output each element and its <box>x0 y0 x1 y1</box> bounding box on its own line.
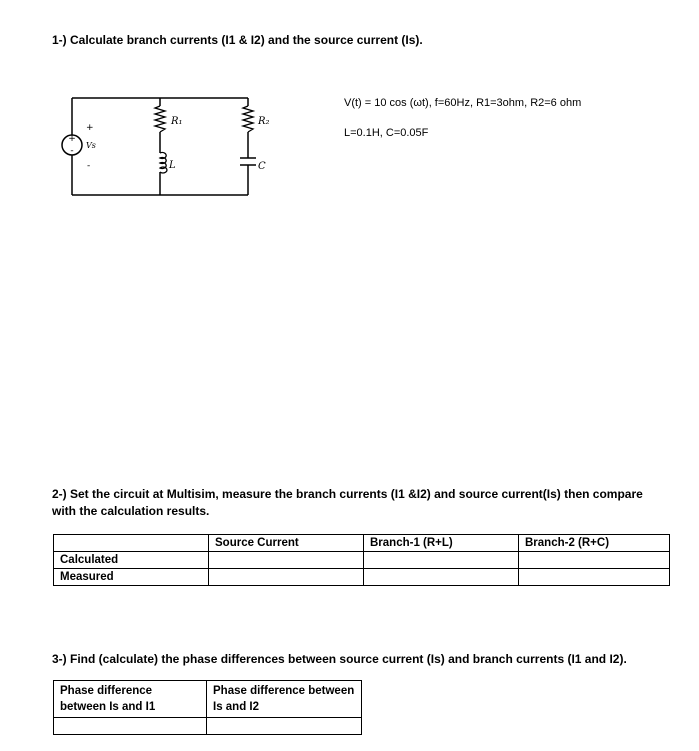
header-source-current: Source Current <box>209 535 364 552</box>
phase-table-header-row <box>54 681 362 718</box>
c-label: C <box>258 161 266 172</box>
circuit-diagram <box>56 88 286 208</box>
table-row <box>54 569 670 586</box>
resistor-r2-icon <box>243 106 253 132</box>
parameters-line-1: V(t) = 10 cos (ωt), f=60Hz, R1=3ohm, R2=6 ohm <box>344 97 582 109</box>
plus-sign: + <box>86 123 94 133</box>
cell-phase-is-i2[interactable] <box>207 718 362 735</box>
source-plus-inner: + <box>68 134 76 144</box>
resistor-r1-icon <box>155 106 165 132</box>
cell-calculated-source[interactable] <box>209 552 364 569</box>
r1-label: R₁ <box>171 116 183 127</box>
header-phase-is-i1: Phase difference between Is and I1 <box>54 681 207 718</box>
source-minus-inner: - <box>70 146 74 156</box>
cell-phase-is-i1[interactable] <box>54 718 207 735</box>
question-3: 3-) Find (calculate) the phase differences between source current (Is) and branch currents (I1 and I2). <box>52 652 627 666</box>
capacitor-icon <box>240 158 256 165</box>
phase-table <box>53 680 362 735</box>
r2-label: R₂ <box>258 116 270 127</box>
minus-sign: - <box>87 161 91 171</box>
row-label-calculated: Calculated <box>54 552 209 569</box>
cell-calculated-branch-2[interactable] <box>519 552 670 569</box>
header-phase-is-i2: Phase difference between Is and I2 <box>207 681 362 718</box>
header-branch-2: Branch-2 (R+C) <box>519 535 670 552</box>
cell-measured-branch-1[interactable] <box>364 569 519 586</box>
l-label: L <box>169 160 176 171</box>
cell-measured-branch-2[interactable] <box>519 569 670 586</box>
results-table-header-row <box>54 535 670 552</box>
table-row <box>54 718 362 735</box>
question-2: 2-) Set the circuit at Multisim, measure the branch currents (I1 &I2) and source current(Is) then compare with the calculation results. <box>52 487 643 518</box>
inductor-icon <box>160 153 167 174</box>
row-label-measured: Measured <box>54 569 209 586</box>
parameters-line-2: L=0.1H, C=0.05F <box>344 127 429 139</box>
table-row <box>54 552 670 569</box>
results-table <box>53 534 670 586</box>
cell-calculated-branch-1[interactable] <box>364 552 519 569</box>
question-1: 1-) Calculate branch currents (I1 & I2) and the source current (Is). <box>52 33 423 47</box>
header-branch-1: Branch-1 (R+L) <box>364 535 519 552</box>
vs-label: Vs <box>86 141 96 150</box>
cell-measured-source[interactable] <box>209 569 364 586</box>
header-empty-cell <box>54 535 209 552</box>
